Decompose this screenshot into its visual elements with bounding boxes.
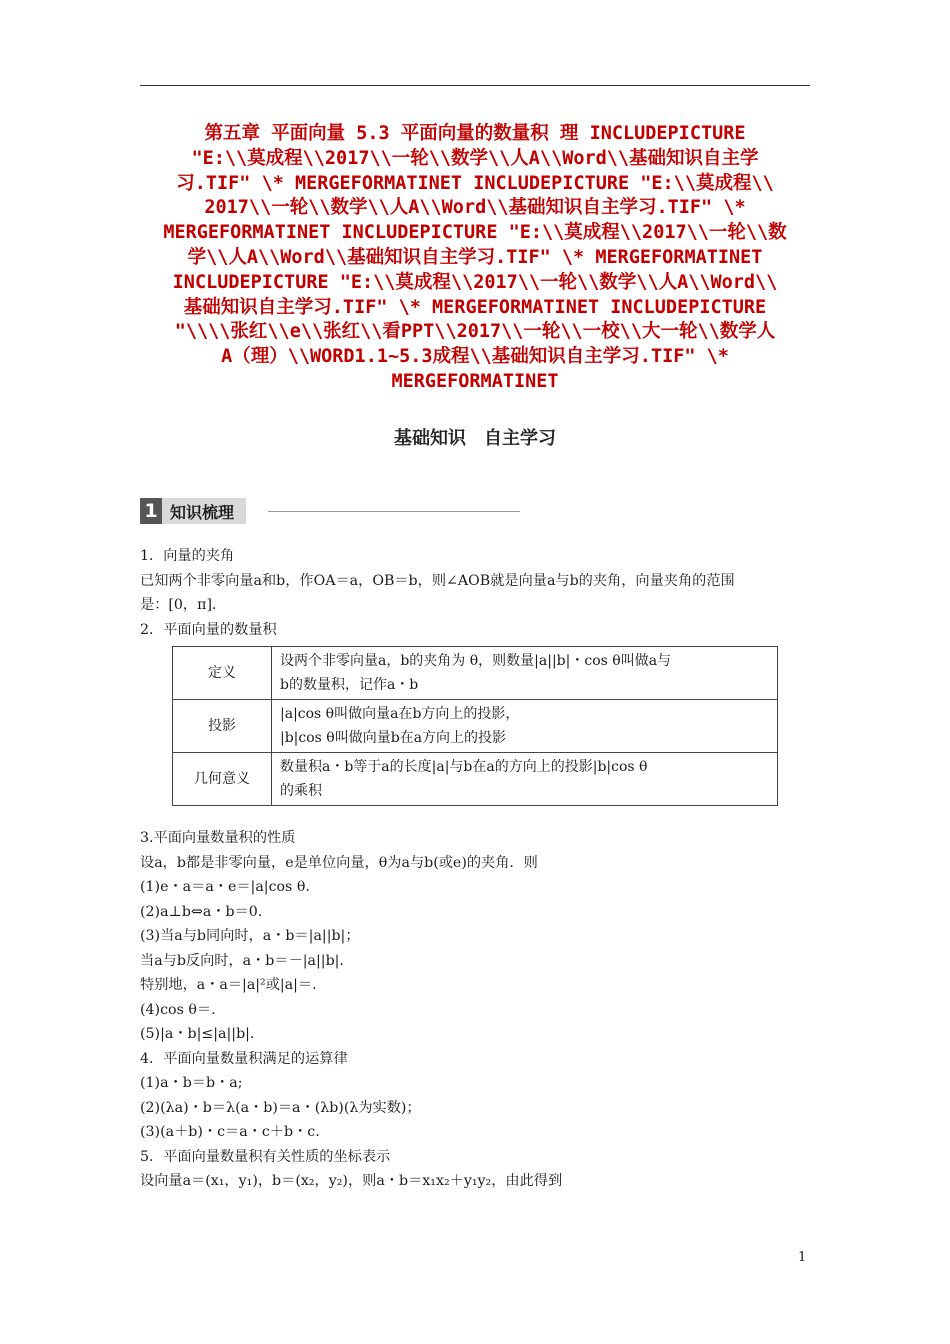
body-block-1 — [140, 544, 815, 642]
text-line: (4)cos θ＝. — [140, 1001, 216, 1018]
section-header — [140, 498, 246, 524]
text-line: (3)(a＋b)・c＝a・c＋b・c. — [140, 1124, 320, 1140]
section-title: 知识梳理 — [162, 498, 246, 524]
table-row — [173, 753, 778, 806]
text-line: (1)a・b＝b・a; — [140, 1075, 243, 1091]
table-value — [272, 700, 778, 753]
table-value-line: |a|cos θ叫做向量a在b方向上的投影， — [280, 706, 520, 722]
text-line: (3)当a与b同向时，a・b＝|a||b|； — [140, 928, 360, 944]
text-line: 2．平面向量的数量积 — [140, 621, 277, 638]
text-line: 已知两个非零向量a和b，作OA＝a，OB＝b，则∠AOB就是向量a与b的夹角，向量夹角的范围 — [140, 572, 735, 589]
table-value-line: 的乘积 — [280, 783, 322, 799]
body-block-2 — [140, 826, 815, 1194]
table-key: 定义 — [173, 647, 272, 700]
text-line: 3.平面向量数量积的性质 — [140, 830, 296, 846]
table-value-line: b的数量积，记作a・b — [280, 677, 419, 693]
section-number: 1 — [140, 498, 162, 524]
text-line: 设a，b都是非零向量，e是单位向量，θ为a与b(或e)的夹角．则 — [140, 854, 538, 871]
table-key: 投影 — [173, 700, 272, 753]
table-key: 几何意义 — [173, 753, 272, 806]
table-value-line: |b|cos θ叫做向量b在a方向上的投影 — [280, 730, 507, 746]
text-line: (2)a⊥b⇔a・b＝0. — [140, 903, 263, 920]
text-line: 4．平面向量数量积满足的运算律 — [140, 1050, 348, 1067]
table-value-line: 设两个非零向量a，b的夹角为 θ，则数量|a||b|・cos θ叫做a与 — [280, 653, 672, 669]
table-row — [173, 647, 778, 700]
text-line: (5)|a・b|≤|a||b|. — [140, 1026, 255, 1042]
section-rule — [268, 511, 520, 512]
text-line: 特别地，a・a＝|a|²或|a|＝. — [140, 977, 317, 993]
table-value — [272, 647, 778, 700]
header-rule — [140, 85, 810, 86]
text-line: 当a与b反向时，a・b＝－|a||b|. — [140, 952, 344, 969]
text-line: 1．向量的夹角 — [140, 548, 235, 564]
table-value — [272, 753, 778, 806]
text-line: 是：[0，π]． — [140, 597, 227, 613]
text-line: (2)(λa)・b＝λ(a・b)＝a・(λb)(λ为实数)； — [140, 1099, 421, 1116]
chapter-title: 第五章 平面向量 5.3 平面向量的数量积 理 INCLUDEPICTURE "E:\\莫成程\\2017\\一轮\\数学\\人A\\Word\\基础知识自主学 习.TIF" \* MERGEFORMATINET INCLUDEPICTURE "E:\\莫成程\\ 2017\\一轮\\数学\\人A\\Word\\基础知识自主学习.TIF" \* MERGEFORMATINET INCLUDEPICTURE "E:\\莫成程\\2017\\一轮\\数 学\\人A\\Word\\基础知识自主学习.TIF" \* MERGEFORMATINET INCLUDEPICTURE "E:\\莫成程\\2017\\一轮\\数学\\人A\\Word\\ 基础知识自主学习.TIF" \* MERGEFORMATINET INCLUDEPICTURE "\\\\张红\\e\\张红\\看PPT\\2017\\一轮\\一校\\大一轮\\数学人 A（理）\\WORD1.1~5.3成程\\基础知识自主学习.TIF" \* MERGEFORMATINET — [163, 123, 787, 392]
table-row — [173, 700, 778, 753]
text-line: (1)e・a＝a・e＝|a|cos θ. — [140, 879, 310, 895]
section-subheading: 基础知识 自主学习 — [394, 428, 556, 449]
text-line: 5．平面向量数量积有关性质的坐标表示 — [140, 1148, 391, 1165]
text-line: 设向量a＝(x₁，y₁)，b＝(x₂，y₂)，则a・b＝x₁x₂＋y₁y₂，由此得到 — [140, 1173, 563, 1189]
table-value-line: 数量积a・b等于a的长度|a|与b在a的方向上的投影|b|cos θ — [280, 759, 648, 775]
page-number: 1 — [798, 1250, 807, 1265]
dot-product-table — [172, 646, 778, 806]
